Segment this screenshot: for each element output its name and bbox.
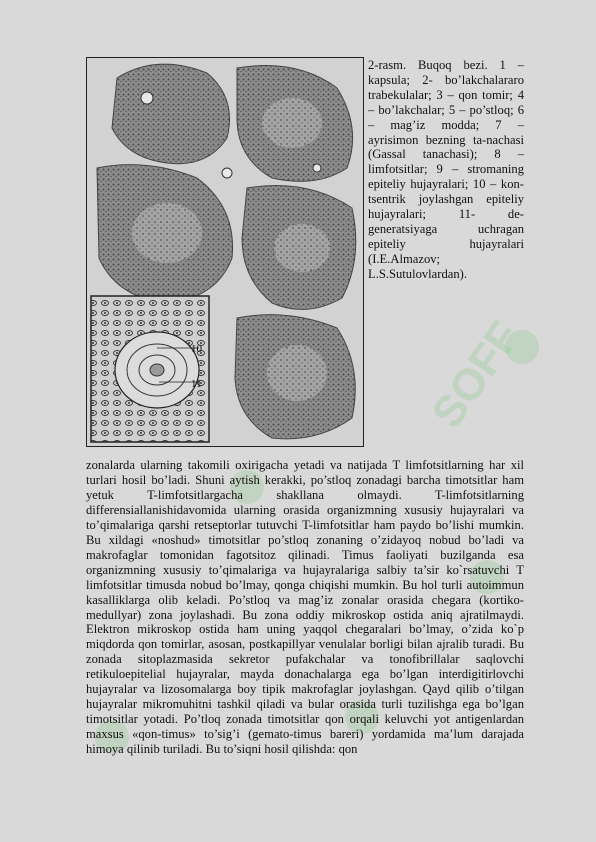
watermark-logo (505, 330, 539, 364)
label-11: 11 (191, 378, 202, 390)
label-10: 10 (191, 343, 202, 355)
figure-caption: 2-rasm. Buqoq bezi. 1 – kapsula; 2- bo’lakchalararo trabekulalar; 3 – qon tomir; 4 – bo’lakchalar; 5 – po’stloq; 6 – mag’iz modda; 7 – ayrisimon bezning ta-nachasi (Gassal tanachasi); 8 – limfotsitlar; 9 – stromaning epiteliy hujayralari; 10 – kon-tsentrik joylashgan epiteliy hujayralari; 11- de-generatsiyaga uchragan epiteliy hujayralari (I.E.Almazov; L.S.Sutulovlardan). (368, 58, 524, 281)
thymus-histology-figure (86, 57, 364, 447)
body-paragraph: zonalarda ularning takomili oxirigacha yetadi va natijada T limfotsitlarning har xil turlari hosil bo’ladi. Shuni aytish kerakki, po’stloq zonadagi barcha timotsitlar ham yetuk T-limfotsitlargacha shakllana olmaydi. T-limfotsitlarning differensiallanishidavomida ularning orasida organizmning xususiy hujayralari va to’qimalariga qarshi retseptorlar tutuvchi T-limfotsitlar ham paydo bo’lishi mumkin. Bu xildagi «noshud» timotsitlar po’stloq zonaning o’zidayoq nobud bo’ladi va makrofaglar tomonidan fagotsitoz qilinadi. Timus faoliyati buzilganda esa organizmning xususiy to’qimalariga va hujayralariga salbiy ta’sir ko`rsatuvchi T limfotsitlar timusda nobud bo’lmay, qonga chiqishi mumkin. Bu hol turli autoimmun kasalliklarga olib keladi. Po’stloq va mag’iz zonalar orasida chegara (kortiko-medullyar) zona joylashadi. Bu zona oddiy mikroskop ostida aniq ajratilmaydi. Elektron mikroskop ostida ham uning yaqqol chegaralari bo’lmay, o’zida ko`p miqdorda qon tomirlar, asosan, postkapillyar venulalar borligi bilan ajralib turadi. Bu zonada sitoplazmasida sekretor pufakchalar va tonofibrillalar saqlovchi retikuloepitelial hujayralar, mayda donachalarga ega bo’lgan interdigitirlovchi hujayralar va lizosomalarga boy tipik makrofaglar joylashgan. Qayd qilib o’tilgan hujayralar mikromuhitni tashkil qiladi va bular orasida turli tuzilishga ega bo’lgan timotsitlar yotadi. Po’tloq zonada timotsitlar qon orqali keluvchi yot antigenlardan maxsus «qon-timus» to’sig’i (gemato-timus bareri) yordamida ma’lum darajada himoya qilinib turiladi. Bu to’siqni hosil qilishda: qon (86, 458, 524, 757)
watermark-text: SOFF (422, 312, 530, 437)
